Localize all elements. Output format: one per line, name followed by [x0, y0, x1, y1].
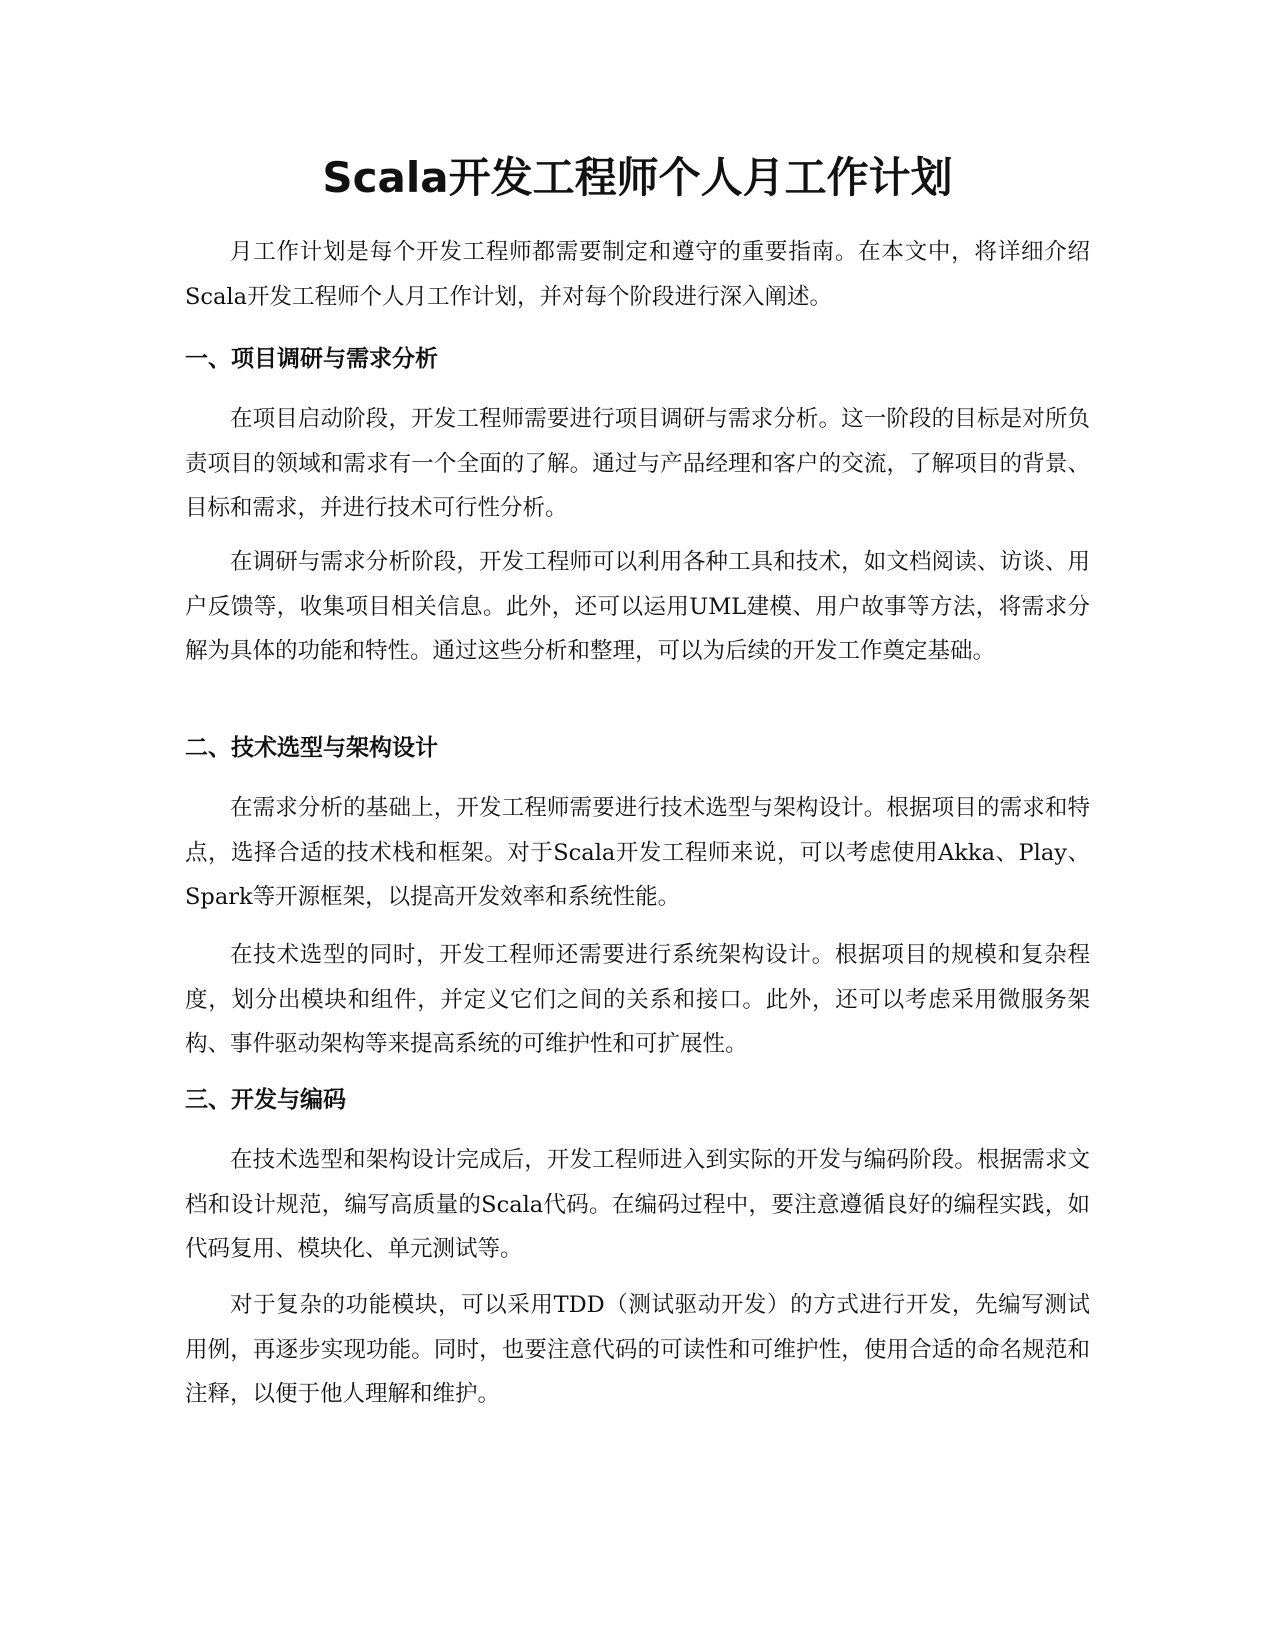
- section-3-heading-block: [185, 1078, 1090, 1122]
- section-heading: 三、开发与编码: [185, 1087, 346, 1113]
- section-1-para-2-block: [185, 540, 1090, 674]
- section-paragraph: 对于复杂的功能模块，可以采用TDD（测试驱动开发）的方式进行开发，先编写测试用例，再逐步实现功能。同时，也要注意代码的可读性和可维护性，使用合适的命名规范和注释，以便于他人理解和维护。: [185, 1292, 1090, 1407]
- section-paragraph: 在需求分析的基础上，开发工程师需要进行技术选型与架构设计。根据项目的需求和特点，选择合适的技术栈和框架。对于Scala开发工程师来说，可以考虑使用Akka、Play、Spark等开源框架，以提高开发效率和系统性能。: [185, 795, 1090, 910]
- section-heading: 一、项目调研与需求分析: [185, 346, 438, 372]
- intro-block: [185, 230, 1090, 319]
- section-paragraph: 在调研与需求分析阶段，开发工程师可以利用各种工具和技术，如文档阅读、访谈、用户反馈等，收集项目相关信息。此外，还可以运用UML建模、用户故事等方法，将需求分解为具体的功能和特性。通过这些分析和整理，可以为后续的开发工作奠定基础。: [185, 549, 1090, 664]
- section-3-para-1-block: [185, 1138, 1090, 1272]
- section-paragraph: 在技术选型和架构设计完成后，开发工程师进入到实际的开发与编码阶段。根据需求文档和设计规范，编写高质量的Scala代码。在编码过程中，要注意遵循良好的编程实践，如代码复用、模块化、单元测试等。: [185, 1147, 1090, 1262]
- section-heading: 二、技术选型与架构设计: [185, 735, 438, 761]
- section-2-para-1-block: [185, 786, 1090, 920]
- section-2-para-2-block: [185, 933, 1090, 1067]
- document-title: Scala开发工程师个人月工作计划: [322, 153, 953, 202]
- section-3-para-2-block: [185, 1283, 1090, 1417]
- intro-paragraph: 月工作计划是每个开发工程师都需要制定和遵守的重要指南。在本文中，将详细介绍Scala开发工程师个人月工作计划，并对每个阶段进行深入阐述。: [185, 239, 1090, 310]
- section-paragraph: 在项目启动阶段，开发工程师需要进行项目调研与需求分析。这一阶段的目标是对所负责项目的领域和需求有一个全面的了解。通过与产品经理和客户的交流，了解项目的背景、目标和需求，并进行技术可行性分析。: [185, 406, 1090, 521]
- section-1-para-1-block: [185, 397, 1090, 531]
- section-2-heading-block: [185, 726, 1090, 770]
- section-1-heading-block: [185, 337, 1090, 381]
- section-paragraph: 在技术选型的同时，开发工程师还需要进行系统架构设计。根据项目的规模和复杂程度，划分出模块和组件，并定义它们之间的关系和接口。此外，还可以考虑采用微服务架构、事件驱动架构等来提高系统的可维护性和可扩展性。: [185, 942, 1090, 1057]
